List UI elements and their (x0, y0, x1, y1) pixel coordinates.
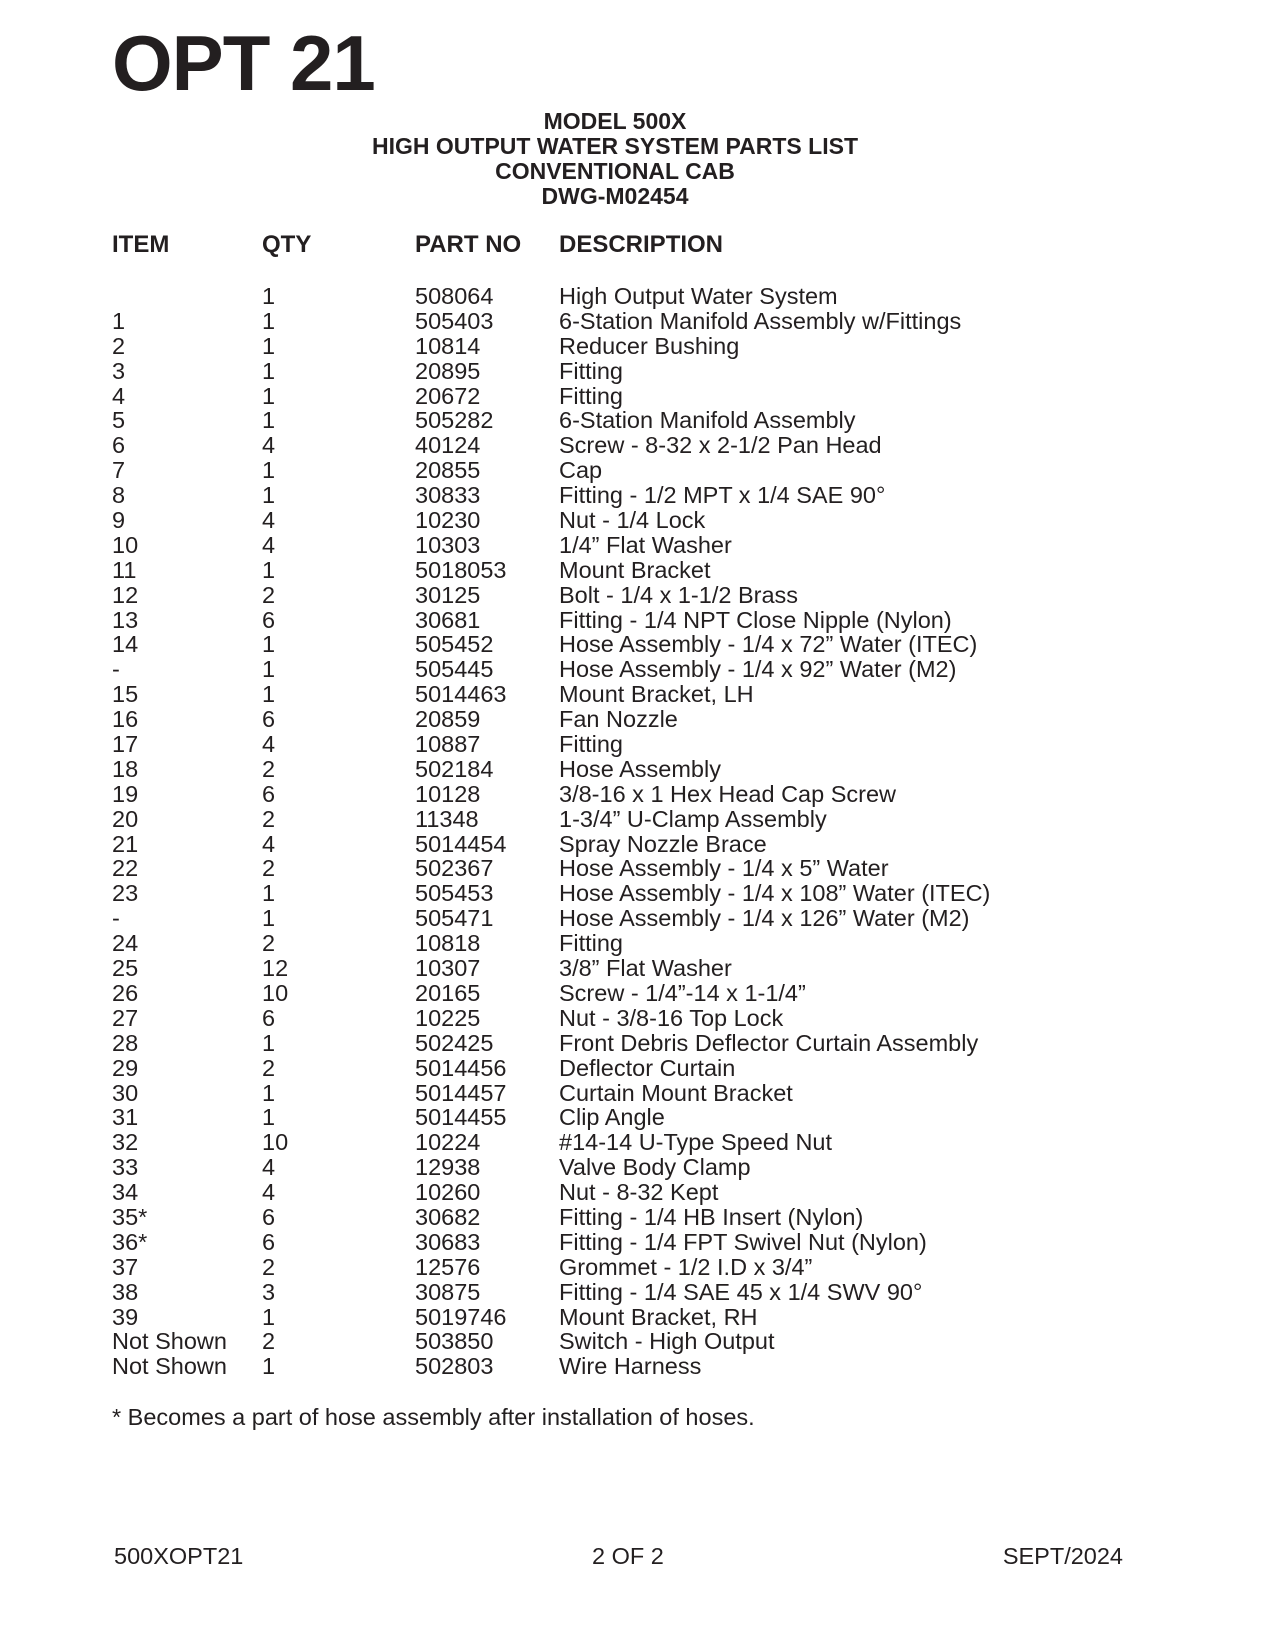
cell-qty: 3 (262, 1278, 276, 1305)
table-row (0, 309, 1275, 334)
column-header-item: ITEM (112, 231, 170, 258)
cell-qty: 6 (262, 706, 276, 733)
cell-qty: 10 (262, 1129, 289, 1156)
table-row (0, 1329, 1275, 1354)
cell-description: Bolt - 1/4 x 1-1/2 Brass (559, 581, 799, 608)
cell-qty: 1 (262, 556, 276, 583)
cell-qty: 1 (262, 407, 276, 434)
drawing-number: DWG-M02454 (541, 183, 689, 209)
cell-description: Fan Nozzle (559, 706, 678, 733)
table-row (0, 1230, 1275, 1255)
footer-page-number: 2 OF 2 (592, 1543, 664, 1569)
cell-item: 33 (112, 1154, 139, 1181)
cell-qty: 4 (262, 507, 276, 534)
cell-qty: 1 (262, 357, 276, 384)
table-row (0, 981, 1275, 1006)
cell-description: Clip Angle (559, 1104, 665, 1131)
table-row (0, 1180, 1275, 1205)
table-row (0, 1081, 1275, 1106)
table-row (0, 1130, 1275, 1155)
cell-qty: 2 (262, 581, 276, 608)
cell-part-no: 505452 (415, 631, 494, 658)
cell-description: Fitting - 1/4 HB Insert (Nylon) (559, 1203, 864, 1230)
table-row (0, 1354, 1275, 1379)
cell-part-no: 10225 (415, 1004, 481, 1031)
cell-item: 15 (112, 681, 139, 708)
cell-item: 29 (112, 1054, 139, 1081)
cell-description: Fitting - 1/4 FPT Swivel Nut (Nylon) (559, 1228, 927, 1255)
cell-description: Fitting (559, 731, 623, 758)
cell-part-no: 502367 (415, 855, 494, 882)
cell-qty: 4 (262, 531, 276, 558)
cell-qty: 2 (262, 1054, 276, 1081)
model-heading: MODEL 500X (543, 108, 687, 134)
cell-qty: 1 (262, 482, 276, 509)
cell-item: 34 (112, 1179, 139, 1206)
cell-qty: 1 (262, 1353, 276, 1380)
table-row (0, 956, 1275, 981)
cell-part-no: 5014457 (415, 1079, 507, 1106)
cell-item: 26 (112, 979, 139, 1006)
cell-description: Mount Bracket, LH (559, 681, 754, 708)
cell-qty: 2 (262, 755, 276, 782)
table-row (0, 533, 1275, 558)
cell-qty: 1 (262, 382, 276, 409)
cell-description: Nut - 1/4 Lock (559, 507, 706, 534)
table-row (0, 906, 1275, 931)
cell-part-no: 30681 (415, 606, 481, 633)
cell-item: 20 (112, 805, 139, 832)
cell-part-no: 10303 (415, 531, 481, 558)
cell-qty: 4 (262, 1179, 276, 1206)
cell-description: Fitting - 1/2 MPT x 1/4 SAE 90° (559, 482, 886, 509)
footer-date: SEPT/2024 (1002, 1543, 1123, 1569)
table-row (0, 931, 1275, 956)
cell-qty: 2 (262, 1328, 276, 1355)
cell-qty: 1 (262, 1303, 276, 1330)
cell-part-no: 505471 (415, 905, 494, 932)
cell-qty: 6 (262, 780, 276, 807)
cell-description: 6-Station Manifold Assembly (559, 407, 856, 434)
cell-item: 24 (112, 930, 139, 957)
cell-part-no: 30683 (415, 1228, 481, 1255)
cell-part-no: 10224 (415, 1129, 481, 1156)
cell-item: 13 (112, 606, 139, 633)
cell-item: 4 (112, 382, 126, 409)
cell-part-no: 502425 (415, 1029, 494, 1056)
cell-part-no: 12576 (415, 1253, 481, 1280)
cell-item: 37 (112, 1253, 139, 1280)
cell-description: Cap (559, 457, 603, 484)
table-row (0, 458, 1275, 483)
cell-part-no: 503850 (415, 1328, 494, 1355)
cell-description: Switch - High Output (559, 1328, 775, 1355)
cell-part-no: 505445 (415, 656, 494, 683)
cell-part-no: 10128 (415, 780, 481, 807)
cell-qty: 1 (262, 283, 276, 309)
cell-qty: 12 (262, 955, 289, 982)
cell-item: 7 (112, 457, 126, 484)
cell-item: - (112, 656, 120, 683)
cell-description: Screw - 1/4”-14 x 1-1/4” (559, 979, 806, 1006)
cell-qty: 2 (262, 1253, 276, 1280)
cell-item: Not Shown (112, 1328, 227, 1355)
cell-description: Hose Assembly (559, 755, 721, 782)
cell-qty: 6 (262, 606, 276, 633)
cell-item: 25 (112, 955, 139, 982)
cell-part-no: 30125 (415, 581, 481, 608)
parts-table-header (0, 231, 1275, 261)
cell-item: 17 (112, 731, 139, 758)
cell-item: - (112, 905, 120, 932)
cell-item: 11 (112, 556, 137, 583)
cell-part-no: 508064 (415, 283, 494, 309)
cell-item: 39 (112, 1303, 139, 1330)
table-row (0, 1056, 1275, 1081)
table-row (0, 384, 1275, 409)
cell-description: Spray Nozzle Brace (559, 830, 767, 857)
cell-part-no: 30875 (415, 1278, 481, 1305)
cell-part-no: 502184 (415, 755, 494, 782)
table-row (0, 284, 1275, 309)
cell-description: 3/8” Flat Washer (559, 955, 732, 982)
cell-item: 1 (112, 307, 126, 334)
cell-item: 5 (112, 407, 126, 434)
table-row (0, 782, 1275, 807)
cab-heading: CONVENTIONAL CAB (495, 158, 735, 184)
cell-part-no: 12938 (415, 1154, 481, 1181)
cell-qty: 1 (262, 457, 276, 484)
cell-qty: 2 (262, 930, 276, 957)
cell-description: #14-14 U-Type Speed Nut (559, 1129, 833, 1156)
cell-description: Mount Bracket, RH (559, 1303, 758, 1330)
cell-qty: 1 (262, 905, 276, 932)
cell-item: 32 (112, 1129, 139, 1156)
cell-item: 36* (112, 1228, 148, 1255)
cell-part-no: 10260 (415, 1179, 481, 1206)
cell-part-no: 502803 (415, 1353, 494, 1380)
cell-part-no: 20165 (415, 979, 481, 1006)
table-row (0, 881, 1275, 906)
document-heading (0, 109, 1230, 209)
cell-qty: 1 (262, 307, 276, 334)
cell-description: Grommet - 1/2 I.D x 3/4” (559, 1253, 813, 1280)
table-row (0, 632, 1275, 657)
cell-description: Fitting (559, 382, 623, 409)
cell-description: Hose Assembly - 1/4 x 126” Water (M2) (559, 905, 970, 932)
cell-qty: 1 (262, 1029, 276, 1056)
cell-item: 16 (112, 706, 139, 733)
cell-description: Reducer Bushing (559, 332, 740, 359)
cell-part-no: 505282 (415, 407, 494, 434)
cell-description: 3/8-16 x 1 Hex Head Cap Screw (559, 780, 896, 807)
cell-item: 38 (112, 1278, 139, 1305)
cell-part-no: 5014455 (415, 1104, 507, 1131)
cell-description: Deflector Curtain (559, 1054, 736, 1081)
cell-description: High Output Water System (559, 283, 838, 309)
cell-description: Hose Assembly - 1/4 x 92” Water (M2) (559, 656, 957, 683)
table-row (0, 1105, 1275, 1130)
page-footer (0, 1543, 1275, 1573)
cell-qty: 10 (262, 979, 289, 1006)
cell-part-no: 10814 (415, 332, 481, 359)
table-row (0, 408, 1275, 433)
cell-item: Not Shown (112, 1353, 227, 1380)
table-row (0, 583, 1275, 608)
cell-qty: 6 (262, 1228, 276, 1255)
cell-item: 35* (112, 1203, 148, 1230)
cell-part-no: 20895 (415, 357, 481, 384)
table-row (0, 1006, 1275, 1031)
cell-description: Hose Assembly - 1/4 x 108” Water (ITEC) (559, 880, 991, 907)
cell-part-no: 30682 (415, 1203, 481, 1230)
cell-part-no: 505453 (415, 880, 494, 907)
cell-part-no: 505403 (415, 307, 494, 334)
cell-item: 21 (112, 830, 139, 857)
table-row (0, 508, 1275, 533)
table-row (0, 807, 1275, 832)
column-header-qty: QTY (262, 231, 312, 258)
cell-description: Screw - 8-32 x 2-1/2 Pan Head (559, 432, 882, 459)
table-row (0, 1280, 1275, 1305)
cell-part-no: 5018053 (415, 556, 507, 583)
cell-item: 22 (112, 855, 139, 882)
cell-item: 3 (112, 357, 126, 384)
cell-qty: 1 (262, 681, 276, 708)
footer-document-id: 500XOPT21 (114, 1543, 244, 1569)
cell-qty: 1 (262, 1104, 276, 1131)
cell-item: 18 (112, 755, 139, 782)
table-row (0, 1255, 1275, 1280)
cell-description: 6-Station Manifold Assembly w/Fittings (559, 307, 962, 334)
cell-qty: 4 (262, 830, 276, 857)
cell-description: Valve Body Clamp (559, 1154, 751, 1181)
cell-qty: 1 (262, 880, 276, 907)
page-title: OPT 21 (112, 19, 375, 107)
cell-item: 23 (112, 880, 139, 907)
table-row (0, 1155, 1275, 1180)
parts-table-body (0, 284, 1275, 1379)
cell-description: Nut - 3/8-16 Top Lock (559, 1004, 784, 1031)
cell-description: Hose Assembly - 1/4 x 72” Water (ITEC) (559, 631, 978, 658)
table-row (0, 757, 1275, 782)
cell-part-no: 30833 (415, 482, 481, 509)
cell-part-no: 5014456 (415, 1054, 507, 1081)
cell-qty: 4 (262, 731, 276, 758)
cell-part-no: 11348 (415, 805, 479, 832)
cell-qty: 1 (262, 1079, 276, 1106)
cell-description: Fitting (559, 930, 623, 957)
table-row (0, 334, 1275, 359)
cell-qty: 2 (262, 805, 276, 832)
table-row (0, 832, 1275, 857)
cell-part-no: 20859 (415, 706, 481, 733)
cell-qty: 4 (262, 1154, 276, 1181)
cell-item: 19 (112, 780, 139, 807)
table-row (0, 1205, 1275, 1230)
cell-description: Wire Harness (559, 1353, 702, 1380)
table-row (0, 483, 1275, 508)
cell-qty: 6 (262, 1004, 276, 1031)
cell-part-no: 10230 (415, 507, 481, 534)
column-header-part-no: PART NO (415, 231, 522, 258)
cell-description: Front Debris Deflector Curtain Assembly (559, 1029, 979, 1056)
cell-item: 8 (112, 482, 126, 509)
table-row (0, 608, 1275, 633)
cell-qty: 6 (262, 1203, 276, 1230)
cell-description: Fitting - 1/4 NPT Close Nipple (Nylon) (559, 606, 952, 633)
cell-description: 1/4” Flat Washer (559, 531, 732, 558)
cell-description: 1-3/4” U-Clamp Assembly (559, 805, 827, 832)
cell-description: Fitting - 1/4 SAE 45 x 1/4 SWV 90° (559, 1278, 923, 1305)
cell-qty: 1 (262, 631, 276, 658)
table-row (0, 682, 1275, 707)
cell-qty: 4 (262, 432, 276, 459)
cell-qty: 2 (262, 855, 276, 882)
table-row (0, 359, 1275, 384)
cell-item: 10 (112, 531, 139, 558)
cell-part-no: 10818 (415, 930, 481, 957)
table-row (0, 1031, 1275, 1056)
cell-item: 14 (112, 631, 139, 658)
cell-part-no: 5014463 (415, 681, 507, 708)
parts-list-heading: HIGH OUTPUT WATER SYSTEM PARTS LIST (372, 133, 858, 159)
column-header-description: DESCRIPTION (559, 231, 724, 258)
cell-part-no: 40124 (415, 432, 481, 459)
cell-description: Fitting (559, 357, 623, 384)
cell-part-no: 20672 (415, 382, 481, 409)
table-row (0, 657, 1275, 682)
footnote: * Becomes a part of hose assembly after installation of hoses. (112, 1404, 755, 1430)
table-row (0, 1305, 1275, 1330)
cell-part-no: 10887 (415, 731, 481, 758)
table-row (0, 433, 1275, 458)
cell-description: Mount Bracket (559, 556, 711, 583)
cell-description: Nut - 8-32 Kept (559, 1179, 719, 1206)
cell-item: 6 (112, 432, 126, 459)
cell-item: 9 (112, 507, 126, 534)
cell-item: 30 (112, 1079, 139, 1106)
cell-item: 28 (112, 1029, 139, 1056)
cell-item: 2 (112, 332, 126, 359)
cell-description: Curtain Mount Bracket (559, 1079, 793, 1106)
cell-qty: 1 (262, 656, 276, 683)
cell-qty: 1 (262, 332, 276, 359)
cell-item: 31 (112, 1104, 139, 1131)
cell-part-no: 20855 (415, 457, 481, 484)
cell-item: 27 (112, 1004, 139, 1031)
cell-part-no: 5019746 (415, 1303, 507, 1330)
cell-part-no: 5014454 (415, 830, 507, 857)
cell-item: 12 (112, 581, 139, 608)
cell-description: Hose Assembly - 1/4 x 5” Water (559, 855, 889, 882)
table-row (0, 558, 1275, 583)
table-row (0, 732, 1275, 757)
table-row (0, 707, 1275, 732)
cell-part-no: 10307 (415, 955, 481, 982)
table-row (0, 856, 1275, 881)
